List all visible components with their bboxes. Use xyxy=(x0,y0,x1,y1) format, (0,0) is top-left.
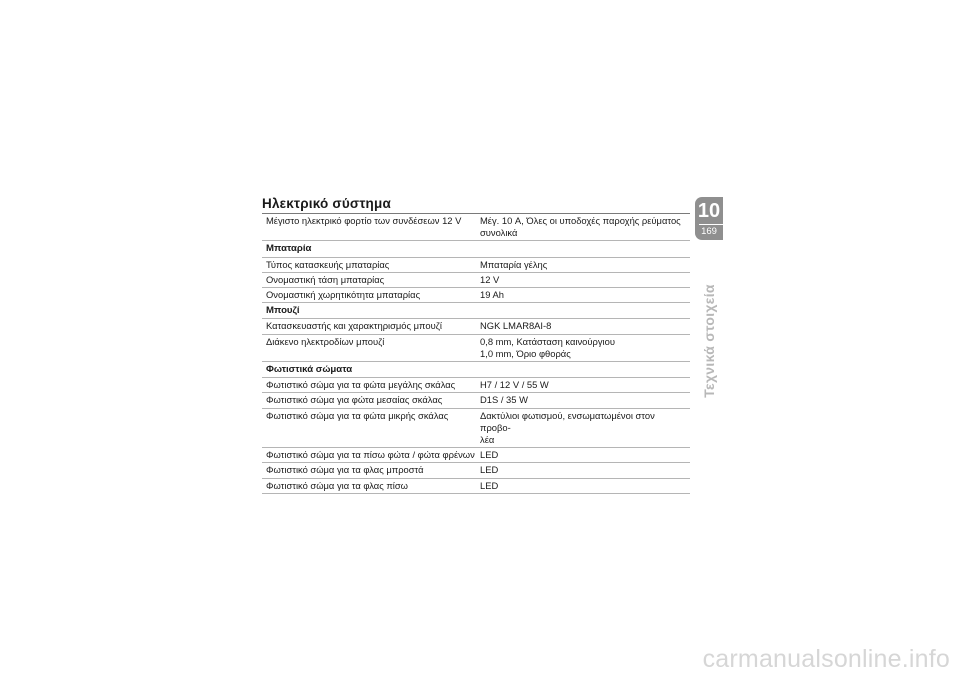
table-row xyxy=(262,448,690,463)
group-title: Μπαταρία xyxy=(266,243,312,255)
row-value: NGK LMAR8AI-8 xyxy=(480,320,552,332)
chapter-divider xyxy=(699,224,723,225)
group-header xyxy=(262,303,690,319)
row-label: Τύπος κατασκευής μπαταρίας xyxy=(266,258,390,270)
row-value-line: Δακτύλιοι φωτισμού, ενσωματωμένοι στον προβο- xyxy=(480,409,655,433)
row-value: 19 Ah xyxy=(480,289,504,301)
row-value: LED xyxy=(480,464,499,476)
table-row xyxy=(262,463,690,478)
chapter-tab xyxy=(695,197,723,240)
chapter-title-text: Τεχνικά στοιχεία xyxy=(701,284,718,398)
row-label: Φωτιστικό σώμα για τα πίσω φώτα / φώτα φρένων xyxy=(266,449,475,461)
row-value xyxy=(480,335,690,361)
row-value: Μπαταρία γέλης xyxy=(480,258,548,270)
table-row xyxy=(262,378,690,393)
group-header xyxy=(262,241,690,257)
row-label: Φωτιστικό σώμα για φώτα μεσαίας σκάλας xyxy=(266,394,443,406)
row-label: Φωτιστικό σώμα για τα φώτα μικρής σκάλας xyxy=(266,409,449,421)
group-title: Μπουζί xyxy=(266,305,300,317)
row-value: LED xyxy=(480,449,499,461)
row-label: Φωτιστικό σώμα για τα φλας μπροστά xyxy=(266,464,424,476)
watermark: carmanualsonline.info xyxy=(702,645,950,673)
spec-table xyxy=(262,213,690,494)
row-value-line: 0,8 mm, Κατάσταση καινούργιου xyxy=(480,335,615,347)
table-row xyxy=(262,335,690,362)
chapter-number: 10 xyxy=(697,200,721,222)
row-label: Φωτιστικό σώμα για τα φώτα μεγάλης σκάλας xyxy=(266,379,456,391)
table-row xyxy=(262,319,690,334)
row-value: 12 V xyxy=(480,273,500,285)
table-row xyxy=(262,479,690,494)
chapter-side-title xyxy=(697,284,721,398)
row-value-line: 1,0 mm, Όριο φθοράς xyxy=(480,347,571,359)
row-label: Κατασκευαστής και χαρακτηρισμός μπουζί xyxy=(266,320,442,332)
table-row xyxy=(262,258,690,273)
row-label: Μέγιστο ηλεκτρικό φορτίο των συνδέσεων 12 V xyxy=(266,215,462,226)
row-label: Φωτιστικό σώμα για τα φλας πίσω xyxy=(266,479,408,491)
row-value: LED xyxy=(480,479,499,491)
table-row xyxy=(262,409,690,449)
table-row xyxy=(262,393,690,408)
row-label: Διάκενο ηλεκτροδίων μπουζί xyxy=(266,335,385,347)
row-value: D1S / 35 W xyxy=(480,394,528,406)
row-value xyxy=(480,409,690,448)
table-row xyxy=(262,273,690,288)
page-number: 169 xyxy=(701,226,717,237)
row-value-line: λέα xyxy=(480,434,495,446)
row-label: Ονομαστική τάση μπαταρίας xyxy=(266,273,385,285)
group-header xyxy=(262,362,690,378)
row-value: Μέγ. 10 A, Όλες οι υποδοχές παροχής ρεύματος συνολικά xyxy=(480,215,681,239)
table-row xyxy=(262,214,690,241)
section-title: Ηλεκτρικό σύστημα xyxy=(262,196,391,211)
row-value: H7 / 12 V / 55 W xyxy=(480,379,549,391)
group-title: Φωτιστικά σώματα xyxy=(266,364,353,376)
table-row xyxy=(262,288,690,303)
row-label: Ονομαστική χωρητικότητα μπαταρίας xyxy=(266,289,421,301)
